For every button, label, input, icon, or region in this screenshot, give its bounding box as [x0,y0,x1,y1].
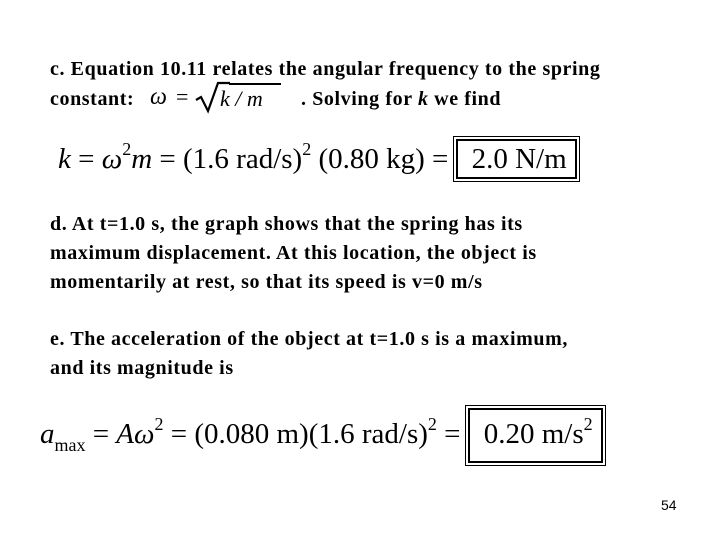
eq-mass-term: (0.80 kg) = [311,143,456,175]
eq-omega-2-exp: 2 [154,414,164,435]
eq-m: m [131,143,153,175]
max-acceleration-result [468,408,603,463]
eq-equals-1: = [70,143,102,175]
eq-rad-term: = (1.6 rad/s) [152,143,303,175]
part-e-line-2: and its magnitude is [50,357,234,379]
eq-values-term: = (0.080 m)(1.6 rad/s) [163,418,428,450]
part-d-line-1: d. At t=1.0 s, the graph shows that the spring has its [50,213,523,235]
eq-rad-exp: 2 [302,139,312,160]
eq-equals-4: = [436,418,468,450]
spring-constant-result: 2.0 N/m [456,139,577,179]
eq-amplitude: A [116,418,135,450]
part-c-line-2-end [301,86,501,112]
inline-equals: = [176,84,189,109]
max-acceleration-equation [40,408,603,463]
result-exp: 2 [583,414,593,435]
part-e-line-1: e. The acceleration of the object at t=1.0 s is a maximum, [50,328,568,350]
part-c-text-a: . Solving for [301,88,418,110]
part-c-line-2-start: constant: [50,88,135,110]
part-c-text-b: we find [428,88,502,110]
part-d-line-2: maximum displacement. At this location, the object is [50,242,537,264]
inline-radicand: k / m [220,86,263,111]
eq-omega-2: ω [134,418,155,450]
eq-k: k [58,143,71,175]
eq-a: a [40,418,55,450]
eq-equals-3: = [85,418,117,450]
part-c-k-italic: k [417,88,429,110]
sqrt-overline [229,83,281,85]
result-value: 0.20 m/s [483,418,584,450]
inline-omega: ω [150,84,167,110]
eq-omega-exp: 2 [122,139,132,160]
page-number: 54 [661,497,677,513]
part-d-line-3: momentarily at rest, so that its speed is v=0 m/s [50,271,483,293]
inline-omega-equation [148,80,298,114]
eq-values-exp: 2 [427,414,437,435]
spring-constant-equation [58,139,577,180]
eq-omega: ω [101,143,123,175]
part-c-line-1: c. Equation 10.11 relates the angular frequency to the spring [50,58,601,80]
eq-a-subscript: max [54,435,86,456]
